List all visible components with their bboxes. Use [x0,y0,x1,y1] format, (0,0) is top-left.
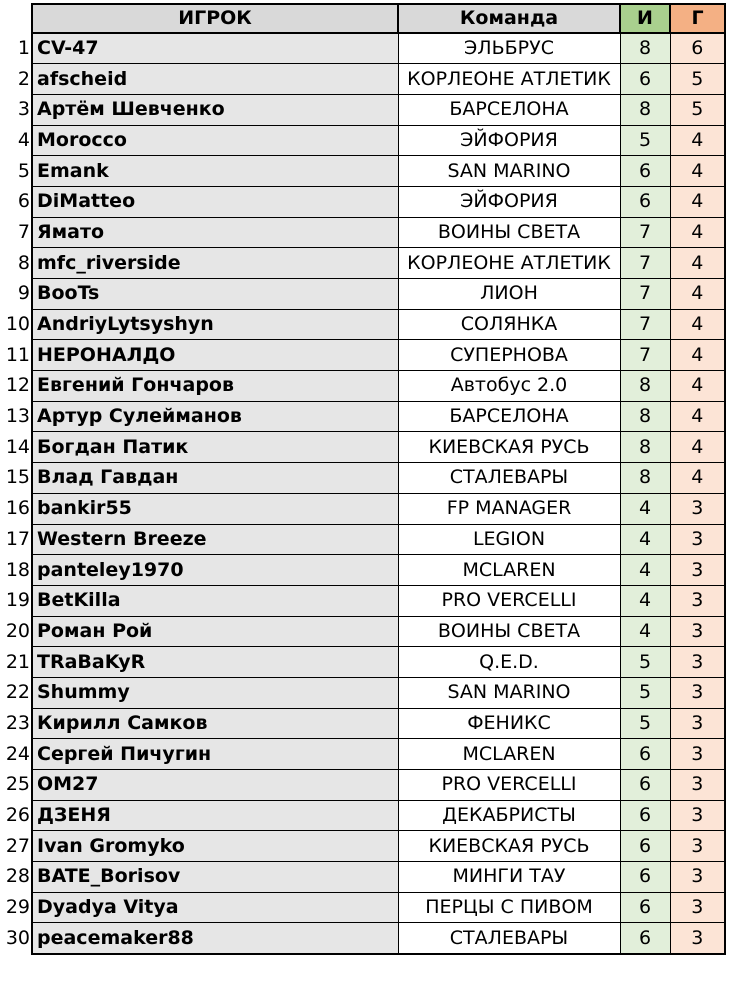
row-number: 14 [5,435,30,458]
team-name: SAN MARINO [398,156,620,187]
header-row [0,4,725,33]
goals-count: 3 [670,800,725,831]
header-goals: Г [670,4,725,33]
team-name: КОРЛЕОНЕ АТЛЕТИК [398,248,620,279]
player-name: Western Breeze [32,524,398,555]
games-count: 4 [620,616,670,647]
player-name: НЕРОНАЛДО [32,340,398,371]
table-row [0,248,725,279]
games-count: 5 [620,647,670,678]
team-name: ЛИОН [398,279,620,310]
games-count: 6 [620,831,670,862]
goals-count: 3 [670,862,725,893]
goals-count: 4 [670,186,725,217]
table-row [0,708,725,739]
goals-count: 4 [670,125,725,156]
player-name: afscheid [32,64,398,95]
table-row [0,186,725,217]
games-count: 6 [620,64,670,95]
table-row [0,94,725,125]
team-name: БАРСЕЛОНА [398,401,620,432]
row-number: 21 [5,650,30,673]
player-name: Ямато [32,217,398,248]
scorers-sheet [0,3,726,955]
games-count: 7 [620,340,670,371]
team-name: LEGION [398,524,620,555]
player-name: AndriyLytsyshyn [32,309,398,340]
goals-count: 4 [670,309,725,340]
table-row [0,677,725,708]
games-count: 8 [620,401,670,432]
table-row [0,892,725,923]
goals-count: 4 [670,279,725,310]
team-name: MCLAREN [398,739,620,770]
player-name: Евгений Гончаров [32,371,398,402]
goals-count: 3 [670,708,725,739]
team-name: ВОИНЫ СВЕТА [398,616,620,647]
table-row [0,401,725,432]
player-name: peacemaker88 [32,923,398,954]
games-count: 6 [620,186,670,217]
row-number: 29 [5,896,30,919]
header-games: И [620,4,670,33]
team-name: ЭЙФОРИЯ [398,186,620,217]
team-name: МИНГИ ТАУ [398,862,620,893]
table-row [0,616,725,647]
header-index [0,4,32,33]
goals-count: 6 [670,33,725,64]
table-row [0,831,725,862]
player-name: Влад Гавдан [32,463,398,494]
player-name: Кирилл Самков [32,708,398,739]
row-number: 27 [5,834,30,857]
table-row [0,524,725,555]
goals-count: 3 [670,493,725,524]
table-row [0,279,725,310]
player-name: OM27 [32,770,398,801]
goals-count: 4 [670,217,725,248]
team-name: PRO VERCELLI [398,770,620,801]
row-number: 19 [5,589,30,612]
games-count: 7 [620,217,670,248]
table-row [0,770,725,801]
player-name: BooTs [32,279,398,310]
games-count: 8 [620,94,670,125]
player-name: Богдан Патик [32,432,398,463]
player-name: Роман Рой [32,616,398,647]
player-name: mfc_riverside [32,248,398,279]
games-count: 4 [620,493,670,524]
goals-count: 3 [670,616,725,647]
player-name: BATE_Borisov [32,862,398,893]
team-name: SAN MARINO [398,677,620,708]
table-row [0,309,725,340]
table-row [0,862,725,893]
games-count: 4 [620,585,670,616]
table-row [0,923,725,954]
team-name: СТАЛЕВАРЫ [398,923,620,954]
games-count: 6 [620,739,670,770]
goals-count: 3 [670,923,725,954]
goals-count: 4 [670,371,725,402]
row-number: 28 [5,865,30,888]
row-number: 1 [17,36,30,59]
games-count: 7 [620,279,670,310]
goals-count: 4 [670,432,725,463]
table-row [0,64,725,95]
table-row [0,739,725,770]
header-player: ИГРОК [32,4,398,33]
table-body [0,33,725,954]
row-number: 18 [5,558,30,581]
goals-count: 3 [670,739,725,770]
table-row [0,585,725,616]
player-name: DiMatteo [32,186,398,217]
games-count: 7 [620,248,670,279]
header-team: Команда [398,4,620,33]
table-row [0,371,725,402]
row-number: 11 [5,343,30,366]
team-name: КИЕВСКАЯ РУСЬ [398,831,620,862]
table-row [0,156,725,187]
team-name: СТАЛЕВАРЫ [398,463,620,494]
row-number: 9 [17,282,30,305]
player-name: BetKilla [32,585,398,616]
goals-count: 3 [670,892,725,923]
table-row [0,33,725,64]
goals-count: 5 [670,94,725,125]
player-name: panteley1970 [32,555,398,586]
games-count: 5 [620,708,670,739]
games-count: 7 [620,309,670,340]
goals-count: 4 [670,401,725,432]
games-count: 8 [620,463,670,494]
games-count: 6 [620,862,670,893]
row-number: 22 [5,681,30,704]
games-count: 5 [620,125,670,156]
scorers-table [0,3,726,955]
games-count: 5 [620,677,670,708]
player-name: Emank [32,156,398,187]
player-name: Dyadya Vitya [32,892,398,923]
player-name: TRaBaKyR [32,647,398,678]
player-name: Ivan Gromyko [32,831,398,862]
player-name: Артём Шевченко [32,94,398,125]
table-row [0,800,725,831]
games-count: 8 [620,33,670,64]
goals-count: 3 [670,524,725,555]
row-number: 2 [17,67,30,90]
team-name: ЭЙФОРИЯ [398,125,620,156]
table-row [0,493,725,524]
row-number: 20 [5,619,30,642]
row-number: 23 [5,711,30,734]
player-name: Shummy [32,677,398,708]
goals-count: 3 [670,647,725,678]
team-name: КОРЛЕОНЕ АТЛЕТИК [398,64,620,95]
row-number: 8 [17,251,30,274]
team-name: ЭЛЬБРУС [398,33,620,64]
row-number: 30 [5,926,30,949]
table-row [0,647,725,678]
table-row [0,463,725,494]
row-number: 15 [5,466,30,489]
games-count: 6 [620,923,670,954]
row-number: 10 [5,313,30,336]
team-name: ПЕРЦЫ С ПИВОМ [398,892,620,923]
team-name: СУПЕРНОВА [398,340,620,371]
team-name: FP MANAGER [398,493,620,524]
team-name: ВОИНЫ СВЕТА [398,217,620,248]
goals-count: 3 [670,770,725,801]
team-name: БАРСЕЛОНА [398,94,620,125]
row-number: 17 [5,527,30,550]
team-name: СОЛЯНКА [398,309,620,340]
table-row [0,432,725,463]
games-count: 6 [620,800,670,831]
row-number: 3 [17,98,30,121]
player-name: Сергей Пичугин [32,739,398,770]
goals-count: 3 [670,585,725,616]
player-name: Morocco [32,125,398,156]
games-count: 4 [620,555,670,586]
table-row [0,125,725,156]
games-count: 8 [620,432,670,463]
row-number: 4 [17,128,30,151]
table-row [0,555,725,586]
team-name: КИЕВСКАЯ РУСЬ [398,432,620,463]
row-number: 13 [5,405,30,428]
row-number: 6 [17,190,30,213]
goals-count: 4 [670,463,725,494]
goals-count: 3 [670,555,725,586]
player-name: CV-47 [32,33,398,64]
team-name: ФЕНИКС [398,708,620,739]
row-number: 12 [5,374,30,397]
team-name: Q.E.D. [398,647,620,678]
table-row [0,217,725,248]
games-count: 6 [620,892,670,923]
player-name: bankir55 [32,493,398,524]
player-name: ДЗЕНЯ [32,800,398,831]
games-count: 6 [620,156,670,187]
row-number: 5 [17,159,30,182]
row-number: 24 [5,742,30,765]
row-number: 16 [5,497,30,520]
team-name: ДЕКАБРИСТЫ [398,800,620,831]
goals-count: 5 [670,64,725,95]
row-number: 25 [5,773,30,796]
row-number: 26 [5,804,30,827]
player-name: Артур Сулейманов [32,401,398,432]
row-number: 7 [17,220,30,243]
goals-count: 4 [670,156,725,187]
team-name: Автобус 2.0 [398,371,620,402]
games-count: 6 [620,770,670,801]
team-name: PRO VERCELLI [398,585,620,616]
table-row [0,340,725,371]
goals-count: 4 [670,248,725,279]
team-name: MCLAREN [398,555,620,586]
goals-count: 3 [670,677,725,708]
games-count: 8 [620,371,670,402]
goals-count: 4 [670,340,725,371]
games-count: 4 [620,524,670,555]
goals-count: 3 [670,831,725,862]
